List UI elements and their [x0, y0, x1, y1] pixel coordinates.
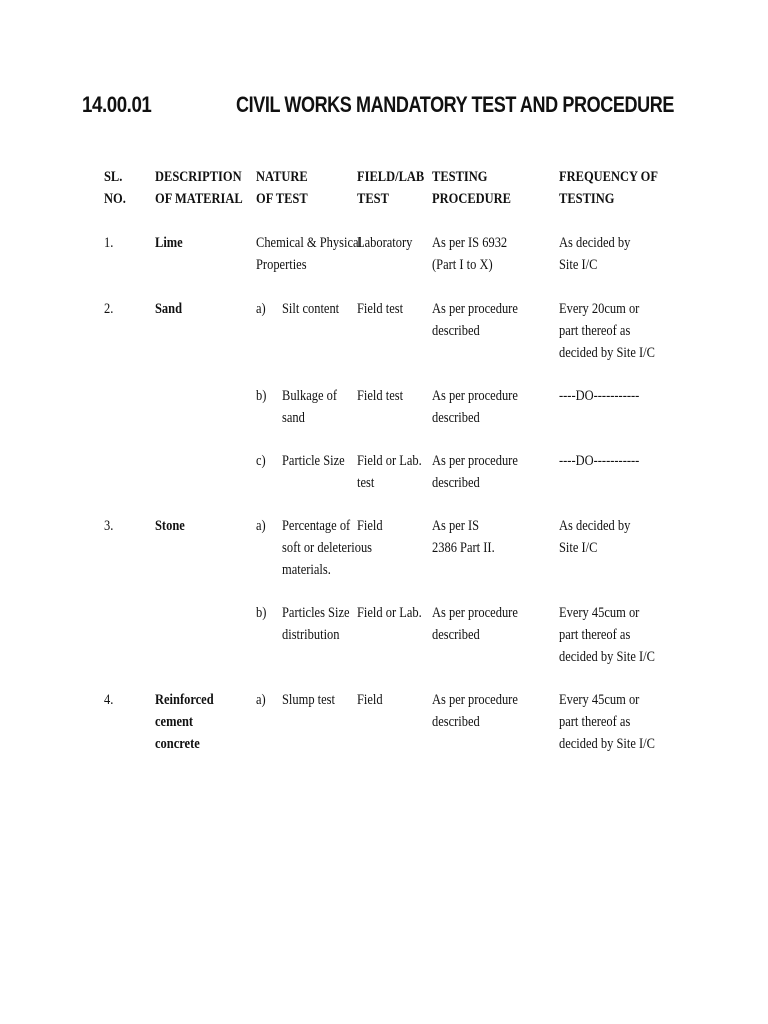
- section-number: 14.00.01: [82, 92, 152, 117]
- row-frequency: ----DO-----------: [559, 453, 640, 469]
- row-sub-item: b): [256, 605, 267, 621]
- row-field-lab: Field or Lab. test: [357, 453, 422, 491]
- table-row: [0, 515, 768, 602]
- row-testing-procedure: As per IS 2386 Part II.: [432, 518, 495, 556]
- row-sub-item: b): [256, 388, 267, 404]
- row-testing-procedure: As per procedure described: [432, 301, 518, 339]
- header-description: DESCRIPTION OF MATERIAL: [155, 169, 243, 207]
- row-nature-of-test: Chemical & Physical Properties: [256, 235, 362, 273]
- row-testing-procedure: As per IS 6932 (Part I to X): [432, 235, 508, 273]
- row-nature-of-test: Particles Size distribution: [282, 605, 350, 643]
- row-material: Sand: [155, 301, 183, 317]
- test-procedure-table: [0, 166, 768, 769]
- row-frequency: As decided by Site I/C: [559, 518, 631, 556]
- row-material: Reinforced cement concrete: [155, 692, 214, 752]
- row-sub-item: a): [256, 692, 266, 708]
- row-sub-item: c): [256, 453, 266, 469]
- row-frequency: Every 20cum or part thereof as decided by Site I/C: [559, 301, 655, 361]
- table-row: [0, 689, 768, 769]
- row-sl-no: 2.: [104, 301, 114, 317]
- row-field-lab: Field: [357, 692, 383, 708]
- header-frequency: FREQUENCY OF TESTING: [559, 169, 658, 207]
- row-field-lab: Field or Lab.: [357, 605, 422, 621]
- row-material: Lime: [155, 235, 183, 251]
- table-header-row: [0, 166, 768, 232]
- row-nature-of-test: Percentage of soft or deleterious materials.: [282, 518, 373, 578]
- header-sl-no: SL. NO.: [104, 169, 126, 207]
- row-frequency: Every 45cum or part thereof as decided by Site I/C: [559, 692, 655, 752]
- row-testing-procedure: As per procedure described: [432, 388, 518, 426]
- row-sl-no: 1.: [104, 235, 114, 251]
- row-nature-of-test: Bulkage of sand: [282, 388, 338, 426]
- row-sl-no: 3.: [104, 518, 114, 534]
- document-title: CIVIL WORKS MANDATORY TEST AND PROCEDURE: [236, 92, 674, 117]
- row-frequency: Every 45cum or part thereof as decided by Site I/C: [559, 605, 655, 665]
- header-field-lab: FIELD/LAB TEST: [357, 169, 425, 207]
- row-material: Stone: [155, 518, 185, 534]
- row-testing-procedure: As per procedure described: [432, 453, 518, 491]
- row-nature-of-test: Silt content: [282, 301, 340, 317]
- row-frequency: As decided by Site I/C: [559, 235, 631, 273]
- row-sl-no: 4.: [104, 692, 114, 708]
- header-nature-of-test: NATURE OF TEST: [256, 169, 308, 207]
- table-row: [0, 602, 768, 689]
- row-field-lab: Laboratory: [357, 235, 413, 251]
- row-field-lab: Field test: [357, 301, 404, 317]
- row-testing-procedure: As per procedure described: [432, 605, 518, 643]
- row-nature-of-test: Slump test: [282, 692, 336, 708]
- row-field-lab: Field: [357, 518, 383, 534]
- row-nature-of-test: Particle Size: [282, 453, 345, 469]
- table-row: [0, 298, 768, 385]
- row-sub-item: a): [256, 518, 266, 534]
- table-row: [0, 450, 768, 515]
- table-row: [0, 232, 768, 298]
- header-testing-procedure: TESTING PROCEDURE: [432, 169, 511, 207]
- row-sub-item: a): [256, 301, 266, 317]
- row-testing-procedure: As per procedure described: [432, 692, 518, 730]
- row-frequency: ----DO-----------: [559, 388, 640, 404]
- row-field-lab: Field test: [357, 388, 404, 404]
- document-heading: [0, 92, 768, 122]
- table-row: [0, 385, 768, 450]
